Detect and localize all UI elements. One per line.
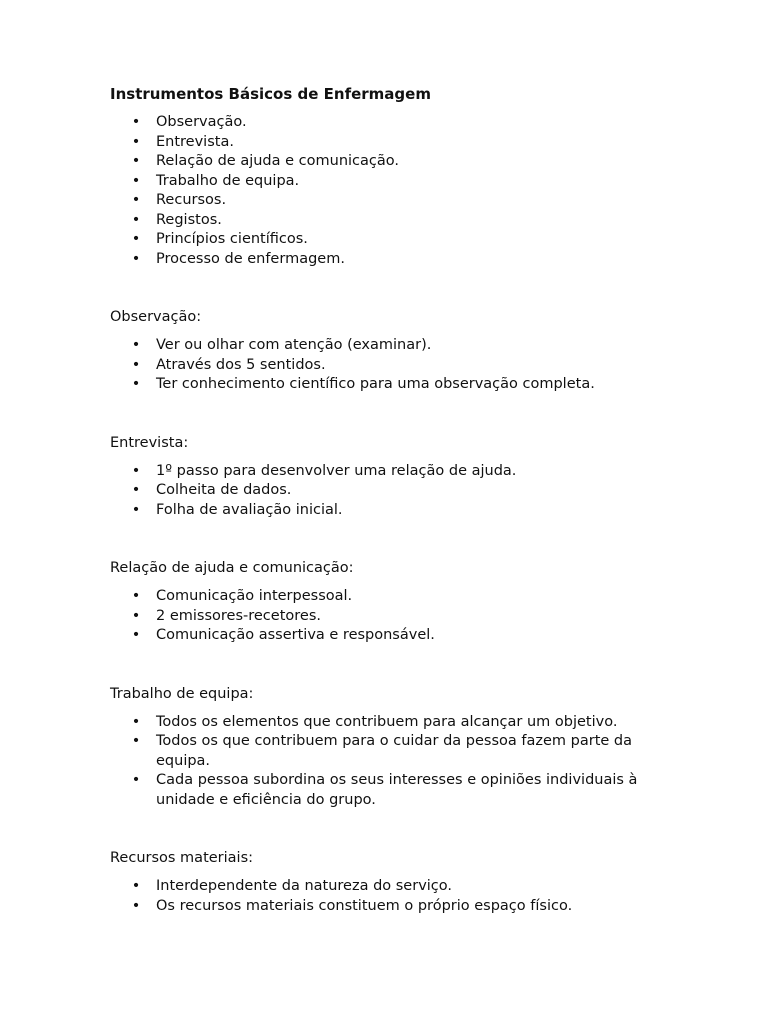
section-heading: Observação:: [110, 309, 202, 325]
list-item: [110, 501, 670, 521]
section-heading: Relação de ajuda e comunicação:: [110, 560, 354, 576]
bullet-icon: •: [131, 376, 141, 392]
bullet-icon: •: [131, 337, 141, 353]
list-item: [110, 336, 670, 356]
list-item-text: Entrevista.: [156, 133, 234, 150]
list-item-text: Processo de enfermagem.: [156, 250, 345, 267]
bullet-icon: •: [131, 133, 141, 150]
section-entrevista: [110, 433, 670, 521]
list-item-text: 2 emissores-recetores.: [156, 607, 321, 624]
bullet-icon: •: [131, 772, 141, 788]
bullet-icon: •: [131, 607, 141, 624]
section-heading: Trabalho de equipa:: [110, 685, 254, 702]
list-item-text: Folha de avaliação inicial.: [156, 501, 343, 518]
list-item-text: Colheita de dados.: [156, 482, 292, 498]
list-item-text: Cada pessoa subordina os seus interesses e opiniões individuais à unidade e eficiência do grupo.: [156, 772, 638, 808]
bullet-icon: •: [131, 250, 141, 267]
list-item: [110, 607, 670, 627]
list-item-text: Todos os que contribuem para o cuidar da pessoa fazem parte da equipa.: [156, 733, 633, 769]
bullet-icon: •: [131, 231, 141, 247]
list-item: [110, 172, 670, 192]
list-item-text: Princípios científicos.: [156, 231, 308, 247]
bullet-icon: •: [131, 588, 141, 604]
list-item: [110, 897, 670, 917]
list-item-text: Interdependente da natureza do serviço.: [156, 878, 452, 894]
intro-list: [110, 113, 670, 269]
list-item-text: Comunicação assertiva e responsável.: [156, 627, 435, 643]
list-item: [110, 230, 670, 250]
bullet-icon: •: [131, 462, 141, 479]
list-item-text: Comunicação interpessoal.: [156, 588, 353, 604]
list-item-text: Relação de ajuda e comunicação.: [156, 153, 399, 169]
list-item: [110, 481, 670, 501]
document-page: [110, 84, 670, 916]
list-item: [110, 211, 670, 231]
list-item: [110, 356, 670, 376]
section-list: [110, 587, 670, 646]
section-list: [110, 336, 670, 395]
document-title: Instrumentos Básicos de Enfermagem: [110, 85, 431, 103]
section-list: [110, 713, 670, 811]
bullet-icon: •: [131, 114, 141, 130]
list-item: [110, 152, 670, 172]
list-item-text: Ter conhecimento científico para uma observação completa.: [156, 376, 595, 392]
list-item-text: Observação.: [156, 114, 247, 130]
bullet-icon: •: [131, 897, 141, 914]
section-list: [110, 462, 670, 521]
bullet-icon: •: [131, 627, 141, 643]
section-trabalho-equipa: [110, 684, 670, 811]
list-item: [110, 587, 670, 607]
list-item-text: Através dos 5 sentidos.: [156, 356, 326, 373]
bullet-icon: •: [131, 501, 141, 518]
list-item-text: Os recursos materiais constituem o próprio espaço físico.: [156, 897, 573, 914]
section-heading: Recursos materiais:: [110, 850, 254, 866]
list-item-text: 1º passo para desenvolver uma relação de ajuda.: [156, 462, 517, 479]
bullet-icon: •: [131, 733, 141, 749]
list-item-text: Registos.: [156, 211, 222, 228]
list-item: [110, 877, 670, 897]
list-item: [110, 462, 670, 482]
list-item: [110, 113, 670, 133]
section-list: [110, 877, 670, 916]
section-observacao: [110, 307, 670, 395]
bullet-icon: •: [131, 356, 141, 373]
list-item-text: Recursos.: [156, 192, 227, 208]
bullet-icon: •: [131, 878, 141, 894]
bullet-icon: •: [131, 153, 141, 169]
bullet-icon: •: [131, 713, 141, 730]
list-item: [110, 375, 670, 395]
list-item-text: Ver ou olhar com atenção (examinar).: [156, 337, 432, 353]
section-relacao-ajuda: [110, 558, 670, 646]
list-item-text: Todos os elementos que contribuem para alcançar um objetivo.: [156, 713, 618, 730]
bullet-icon: •: [131, 192, 141, 208]
list-item: [110, 250, 670, 270]
list-item: [110, 626, 670, 646]
list-item: [110, 771, 670, 810]
list-item: [110, 732, 670, 771]
list-item-text: Trabalho de equipa.: [156, 172, 300, 189]
section-recursos-materiais: [110, 848, 670, 916]
bullet-icon: •: [131, 211, 141, 228]
list-item: [110, 191, 670, 211]
bullet-icon: •: [131, 482, 141, 498]
list-item: [110, 713, 670, 733]
section-heading: Entrevista:: [110, 434, 189, 451]
list-item: [110, 133, 670, 153]
bullet-icon: •: [131, 172, 141, 189]
